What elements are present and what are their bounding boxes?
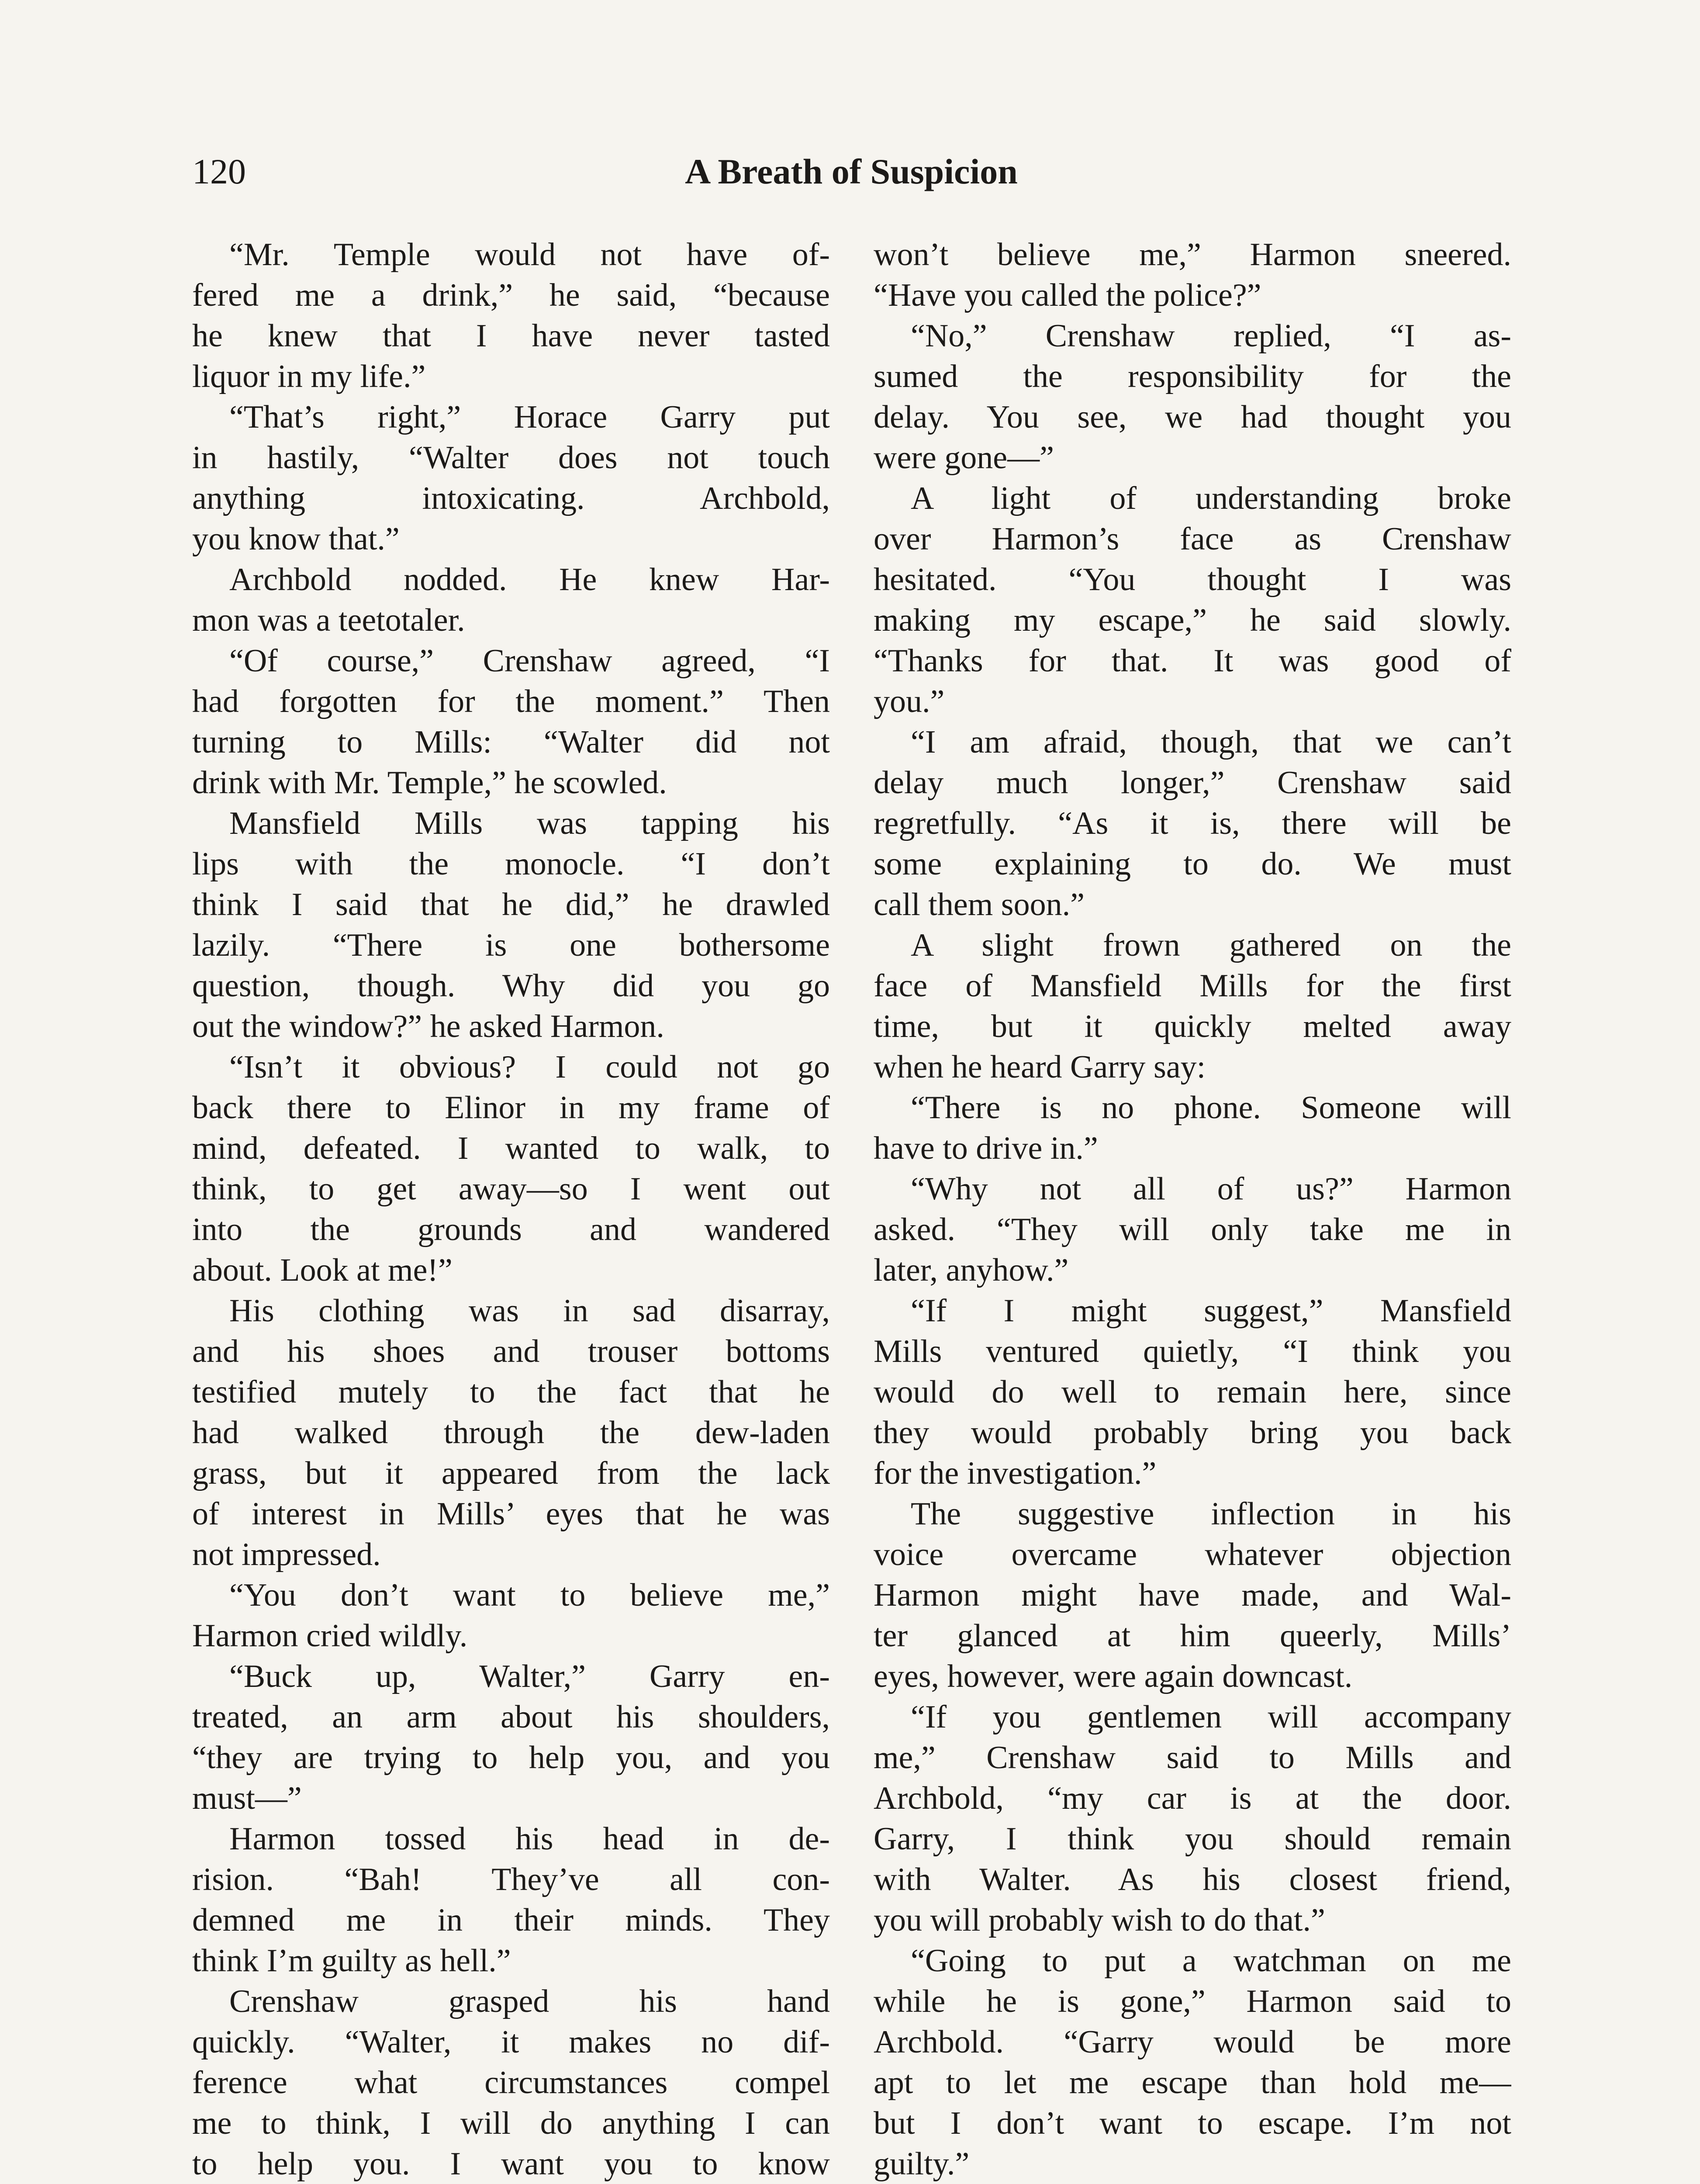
text-line: “That’s right,” Horace Garry put [229, 399, 830, 435]
text-line: eyes, however, were again downcast. [874, 1659, 1353, 1694]
text-line: Mansfield Mills was tapping his [229, 805, 830, 841]
text-line: “If you gentlemen will accompany [911, 1699, 1511, 1735]
text-line: have to drive in.” [874, 1130, 1098, 1166]
text-line: anything intoxicating. Archbold, [192, 480, 830, 516]
text-line: Harmon tossed his head in de- [229, 1821, 830, 1857]
text-line: “Have you called the police?” [874, 277, 1261, 313]
text-line: delay. You see, we had thought you [874, 399, 1511, 435]
text-line: “they are trying to help you, and you [192, 1740, 830, 1776]
text-line: think I’m guilty as hell.” [192, 1943, 511, 1979]
text-line: Garry, I think you should remain [874, 1821, 1511, 1857]
text-line: Archbold, “my car is at the door. [874, 1780, 1511, 1816]
text-line: out the window?” he asked Harmon. [192, 1009, 664, 1044]
text-line: over Harmon’s face as Crenshaw [874, 521, 1511, 557]
text-line: hesitated. “You thought I was [874, 562, 1511, 598]
text-line: back there to Elinor in my frame of [192, 1090, 830, 1126]
text-line: delay much longer,” Crenshaw said [874, 765, 1511, 801]
text-line: “Mr. Temple would not have of- [229, 237, 830, 273]
text-line: “Isn’t it obvious? I could not go [229, 1049, 830, 1085]
text-line: “Of course,” Crenshaw agreed, “I [229, 643, 830, 679]
text-line: while he is gone,” Harmon said to [874, 1984, 1511, 2019]
text-line: regretfully. “As it is, there will be [874, 805, 1511, 841]
text-line: they would probably bring you back [874, 1415, 1511, 1451]
text-line: grass, but it appeared from the lack [192, 1455, 830, 1491]
text-column-right [874, 235, 1511, 2184]
text-line: drink with Mr. Temple,” he scowled. [192, 765, 667, 801]
text-line: you will probably wish to do that.” [874, 1902, 1325, 1938]
page-header [192, 148, 1510, 204]
text-line: Archbold nodded. He knew Har- [229, 562, 830, 598]
text-line: voice overcame whatever objection [874, 1537, 1511, 1572]
text-line: “You don’t want to believe me,” [229, 1577, 830, 1613]
text-line: “Thanks for that. It was good of [874, 643, 1511, 679]
text-line: His clothing was in sad disarray, [229, 1293, 830, 1329]
text-line: Harmon might have made, and Wal- [874, 1577, 1511, 1613]
text-line: mon was a teetotaler. [192, 602, 465, 638]
text-line: rision. “Bah! They’ve all con- [192, 1862, 830, 1897]
text-line: ference what circumstances compel [192, 2065, 830, 2101]
text-line: me,” Crenshaw said to Mills and [874, 1740, 1511, 1776]
text-line: quickly. “Walter, it makes no dif- [192, 2024, 830, 2060]
text-line: and his shoes and trouser bottoms [192, 1334, 830, 1369]
text-line: but I don’t want to escape. I’m not [874, 2105, 1511, 2141]
text-line: Mills ventured quietly, “I think you [874, 1334, 1511, 1369]
text-line: would do well to remain here, since [874, 1374, 1511, 1410]
text-line: “I am afraid, though, that we can’t [911, 724, 1511, 760]
text-line: “There is no phone. Someone will [911, 1090, 1511, 1126]
text-line: Archbold. “Garry would be more [874, 2024, 1511, 2060]
text-line: question, though. Why did you go [192, 968, 830, 1004]
text-line: some explaining to do. We must [874, 846, 1511, 882]
text-line: “No,” Crenshaw replied, “I as- [911, 318, 1511, 354]
text-line: “If I might suggest,” Mansfield [911, 1293, 1511, 1329]
text-line: guilty.” [874, 2146, 970, 2182]
text-line: when he heard Garry say: [874, 1049, 1206, 1085]
text-line: testified mutely to the fact that he [192, 1374, 830, 1410]
text-line: for the investigation.” [874, 1455, 1157, 1491]
text-line: liquor in my life.” [192, 359, 426, 394]
text-line: into the grounds and wandered [192, 1212, 830, 1248]
text-line: Harmon cried wildly. [192, 1618, 468, 1654]
text-line: to help you. I want you to know [192, 2146, 830, 2182]
text-line: apt to let me escape than hold me— [874, 2065, 1511, 2101]
text-line: you.” [874, 684, 945, 719]
page-number: 120 [192, 152, 246, 191]
text-column-left [192, 235, 830, 2184]
text-line: about. Look at me!” [192, 1252, 453, 1288]
text-line: ter glanced at him queerly, Mills’ [874, 1618, 1511, 1654]
text-line: fered me a drink,” he said, “because [192, 277, 830, 313]
text-line: sumed the responsibility for the [874, 359, 1511, 394]
text-line: were gone—” [874, 440, 1054, 476]
text-line: mind, defeated. I wanted to walk, to [192, 1130, 830, 1166]
text-line: call them soon.” [874, 887, 1085, 923]
text-line: time, but it quickly melted away [874, 1009, 1511, 1044]
text-line: think, to get away—so I went out [192, 1171, 830, 1207]
text-line: Crenshaw grasped his hand [229, 1984, 830, 2019]
text-line: must—” [192, 1780, 302, 1816]
text-line: “Buck up, Walter,” Garry en- [229, 1659, 830, 1694]
text-line: in hastily, “Walter does not touch [192, 440, 830, 476]
text-line: me to think, I will do anything I can [192, 2105, 830, 2141]
text-line: A slight frown gathered on the [911, 927, 1511, 963]
text-line: had walked through the dew-laden [192, 1415, 830, 1451]
text-line: making my escape,” he said slowly. [874, 602, 1511, 638]
text-line: “Going to put a watchman on me [911, 1943, 1511, 1979]
text-line: “Why not all of us?” Harmon [911, 1171, 1511, 1207]
text-line: treated, an arm about his shoulders, [192, 1699, 830, 1735]
text-line: later, anyhow.” [874, 1252, 1069, 1288]
text-line: demned me in their minds. They [192, 1902, 830, 1938]
text-line: of interest in Mills’ eyes that he was [192, 1496, 830, 1532]
text-line: lazily. “There is one bothersome [192, 927, 830, 963]
running-title: A Breath of Suspicion [685, 152, 1018, 191]
text-line: you know that.” [192, 521, 400, 557]
text-line: The suggestive inflection in his [911, 1496, 1511, 1532]
text-line: with Walter. As his closest friend, [874, 1862, 1511, 1897]
text-line: he knew that I have never tasted [192, 318, 830, 354]
text-line: asked. “They will only take me in [874, 1212, 1511, 1248]
text-line: won’t believe me,” Harmon sneered. [874, 237, 1511, 273]
text-line: think I said that he did,” he drawled [192, 887, 830, 923]
text-line: not impressed. [192, 1537, 381, 1572]
text-line: lips with the monocle. “I don’t [192, 846, 830, 882]
text-line: face of Mansfield Mills for the first [874, 968, 1511, 1004]
text-line: turning to Mills: “Walter did not [192, 724, 830, 760]
text-line: had forgotten for the moment.” Then [192, 684, 830, 719]
text-line: A light of understanding broke [911, 480, 1511, 516]
